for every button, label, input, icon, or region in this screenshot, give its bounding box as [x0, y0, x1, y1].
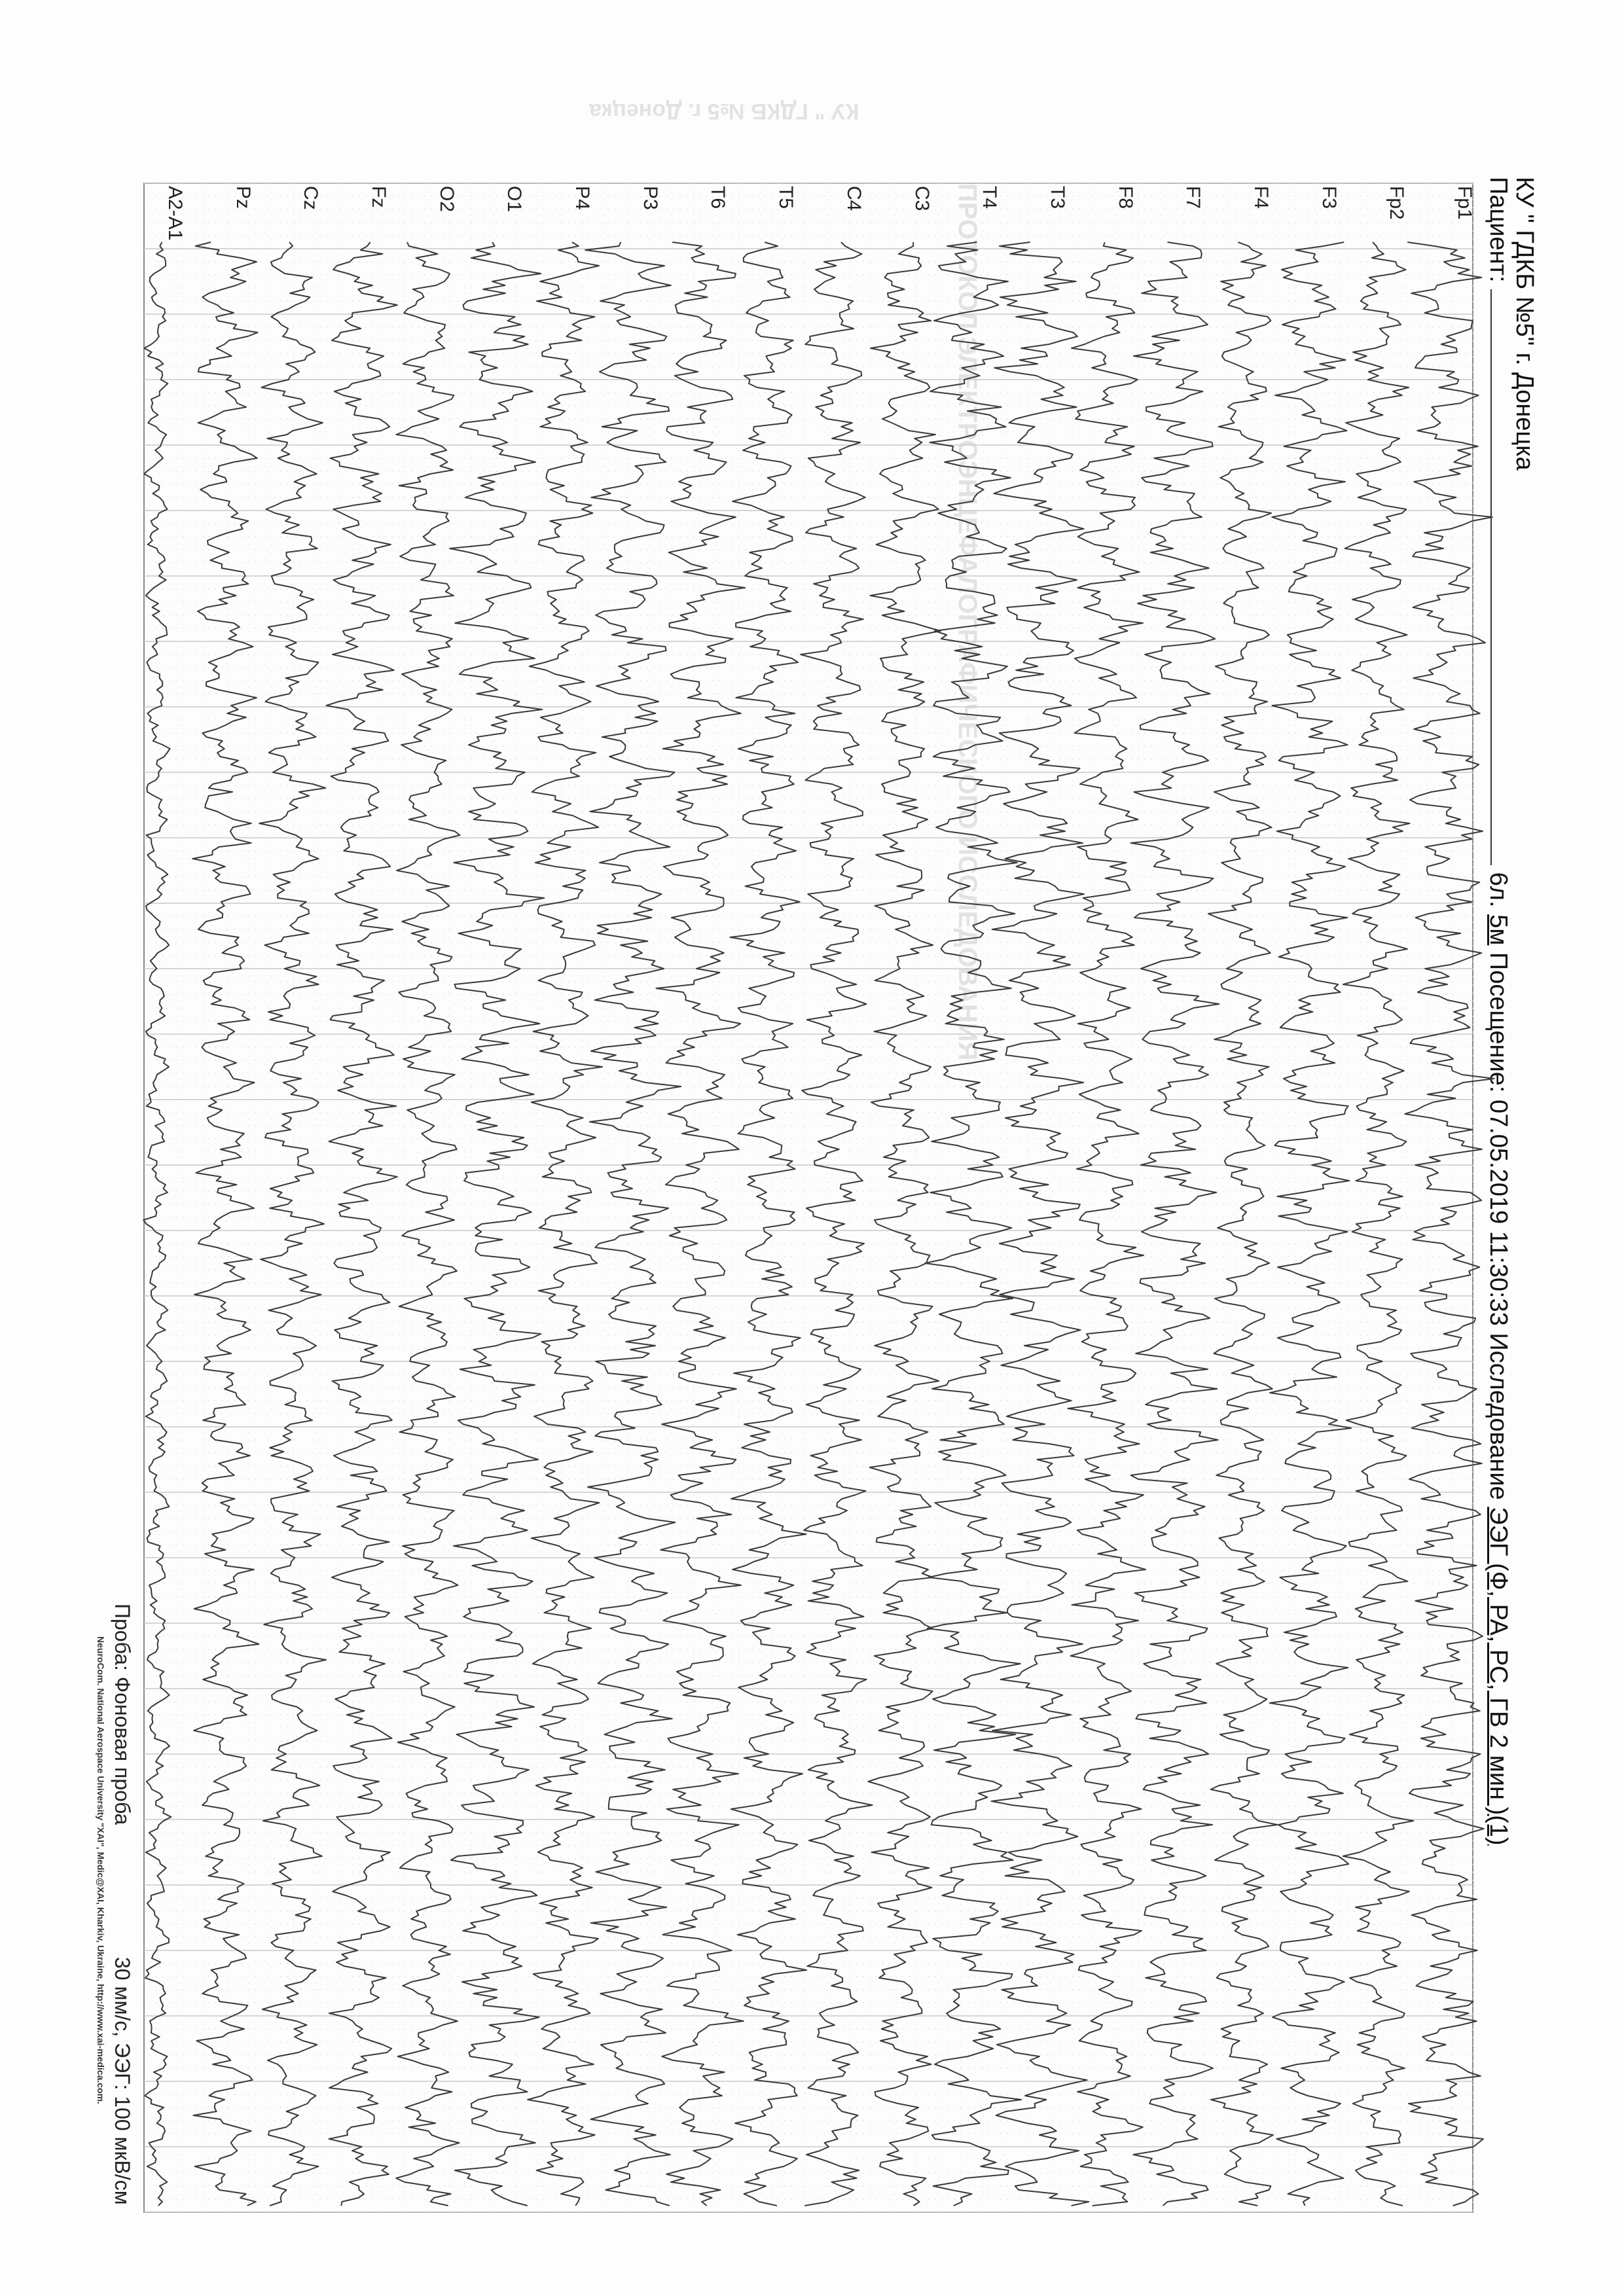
channel-label: Fp2	[1386, 186, 1408, 220]
eeg-trace	[259, 242, 326, 2206]
scale-line	[110, 1957, 134, 2205]
channel-label: Fp1	[1454, 186, 1475, 220]
channel-label: F7	[1182, 186, 1204, 209]
ghost-protocol-title: ПРОТОКОЛ ЭЛЕКТРОЭНЦЕФАЛОГРАФИЧЕСКОГО ИССЛЕДОВАНИЯ	[953, 183, 982, 1061]
age-label: 6л.	[1485, 872, 1512, 908]
eeg-printout	[79, 177, 1538, 2219]
channel-label: F4	[1250, 186, 1272, 209]
channel-label: P3	[639, 186, 661, 210]
speed-value: 30 мм/с,	[111, 1957, 134, 2037]
software-credit: NeuroCom. National Aerospace University "XAI", Medic@XAI, Kharkiv, Ukraine, http://www.xai-medica.com.	[96, 1636, 106, 2104]
sensitivity-value: ЭЭГ: 100 мкВ/см	[111, 2043, 134, 2205]
channel-label: Cz	[300, 186, 322, 210]
channel-label: O1	[503, 186, 526, 213]
channel-label: T5	[775, 186, 797, 209]
eeg-trace	[528, 242, 602, 2206]
chart-grid	[144, 183, 1473, 2212]
eeg-trace	[143, 242, 171, 2206]
probe-value: Фоновая проба	[111, 1676, 134, 1825]
channel-label: F8	[1114, 186, 1136, 209]
channel-label: A2-A1	[164, 186, 186, 241]
study-label: Исследование	[1485, 1333, 1512, 1500]
channel-label: P4	[571, 186, 594, 210]
eeg-trace	[1343, 242, 1414, 2206]
probe-line	[110, 1604, 134, 1825]
channel-label: T4	[979, 186, 1001, 209]
eeg-trace	[730, 242, 806, 2206]
institution-title: КУ " ГДКБ №5" г. Донецка	[1511, 177, 1538, 471]
channel-label: T6	[707, 186, 729, 209]
ghost-header-text: КУ " ГДКБ №5 г. Донецка	[589, 99, 859, 124]
visit-label: Посещение:	[1485, 952, 1512, 1093]
channel-label: F3	[1318, 186, 1340, 209]
eeg-trace	[657, 242, 746, 2206]
eeg-trace	[1405, 242, 1494, 2206]
probe-label: Проба:	[111, 1604, 134, 1671]
channel-label: O2	[435, 186, 458, 213]
eeg-trace	[868, 242, 940, 2206]
channel-label: T3	[1046, 186, 1068, 209]
eeg-grid-and-traces	[79, 177, 1525, 2219]
study-value: ЭЭГ (Ф, РА, РС, ГВ 2 мин )(1)	[1485, 1507, 1512, 1846]
grid-frame	[144, 183, 1473, 2212]
channel-label: Fz	[368, 186, 390, 208]
eeg-trace	[327, 242, 397, 2206]
visit-value: 07.05.2019 11:30:33	[1485, 1099, 1512, 1326]
patient-label: Пациент:	[1485, 177, 1512, 283]
channel-label: Pz	[232, 186, 254, 209]
channel-label: C3	[911, 186, 933, 211]
channel-label: C4	[842, 186, 865, 211]
age-value: 5м	[1485, 914, 1512, 946]
